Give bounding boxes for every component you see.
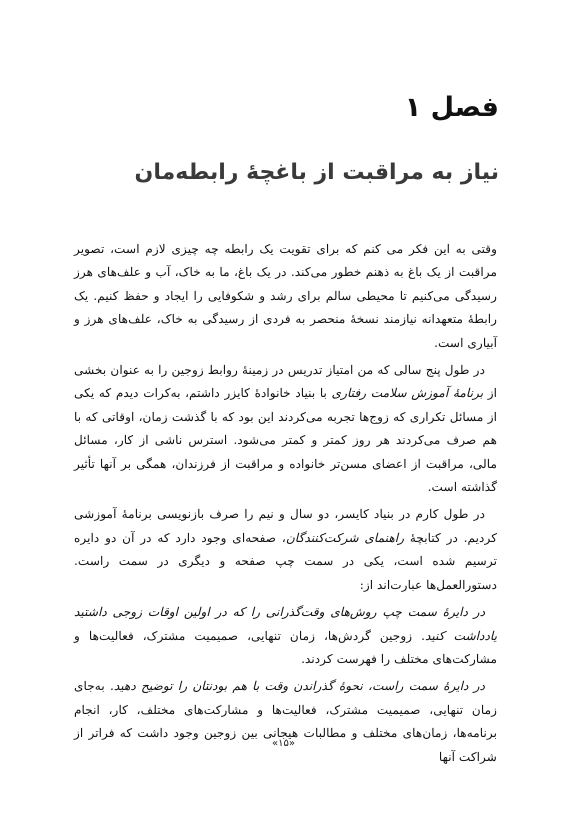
paragraph-text: در طول کارم در بنیاد کایسر، دو سال و نیم را صرف بازنویسی برنامهٔ آموزشی کردیم. در کتابچهٔ	[74, 507, 497, 545]
chapter-body	[74, 238, 497, 769]
emphasized-text: راهنمای شرکت‌کنندگان	[285, 530, 405, 545]
body-paragraph	[74, 675, 497, 769]
page-number: «۱۵»	[272, 738, 295, 749]
chapter-title: نیاز به مراقبت از باغچهٔ رابطه‌مان	[134, 160, 499, 185]
body-paragraph	[74, 238, 497, 355]
chapter-label: فصل ۱	[404, 92, 499, 123]
body-paragraph	[74, 503, 497, 597]
emphasized-text: در دایرهٔ سمت راست، نحوهٔ گذراندن وقت با هم بودنتان را توضیح دهید.	[109, 679, 485, 694]
paragraph-text: با بنیاد خانوادهٔ کایزر داشتم، به‌کرات دیدم که یکی از مسائل تکراری که زوج‌ها تجربه می‌کردند این بود که با گذشت زمان، اوقاتی که با هم صرف می‌کردند هر روز کمتر و کمتر می‌شود. استرس ناشی از کار، مسائل مالی، مراقبت از اعضای مسن‌تر خانواده و مراقبت از فرزندان، همگی بر آنها تأثیر گذاشته است.	[74, 386, 497, 495]
emphasized-text: برنامهٔ آموزش سلامت رفتاری	[331, 386, 484, 401]
paragraph-text: در طول پنج سالی که من امتیاز تدریس در زمینهٔ روابط زوجین را به عنوان بخشی از	[74, 363, 498, 401]
body-paragraph	[74, 359, 497, 499]
paragraph-text: وقتی به این فکر می کنم که برای تقویت یک رابطه چه چیزی لازم است، تصویر مراقبت از یک باغ به ذهنم خطور می‌کند. در یک باغ، ما به خاک، آب و علف‌های هرز رسیدگی می‌کنیم تا محیطی سالم برای رشد و شکوفایی را ایجاد و حفظ کنیم. یک رابطهٔ متعهدانه نیازمند نسخهٔ منحصر به فردی از رسیدگی به خاک، علف‌های هرز و آبیاری است.	[74, 242, 497, 350]
paragraph-text: زوجین گردش‌ها، زمان تنهایی، صمیمیت مشترک، فعالیت‌ها و مشارکت‌های مختلف را فهرست کردند.	[74, 628, 497, 666]
paragraph-text: ، صفحه‌ای وجود دارد که در آن دو دایره ترسیم شده است، یکی در سمت چپ صفحه و دیگری در سمت راست. دستورالعمل‌ها عبارت‌اند از:	[74, 530, 497, 592]
emphasized-text: در دایرهٔ سمت چپ روش‌های وقت‌گذرانی را که در اولین اوقات زوجی داشتید یادداشت کنید.	[74, 605, 497, 643]
body-paragraph	[74, 601, 497, 671]
paragraph-text: به‌جای زمان تنهایی، صمیمیت مشترک، فعالیت‌ها و مشارکت‌های مختلف، کار، انجام برنامه‌ها، زمان‌های مختلف و مطالبات هیجانی بین زوجین وجود داشت که فراتر از شراکت آنها	[74, 679, 497, 764]
